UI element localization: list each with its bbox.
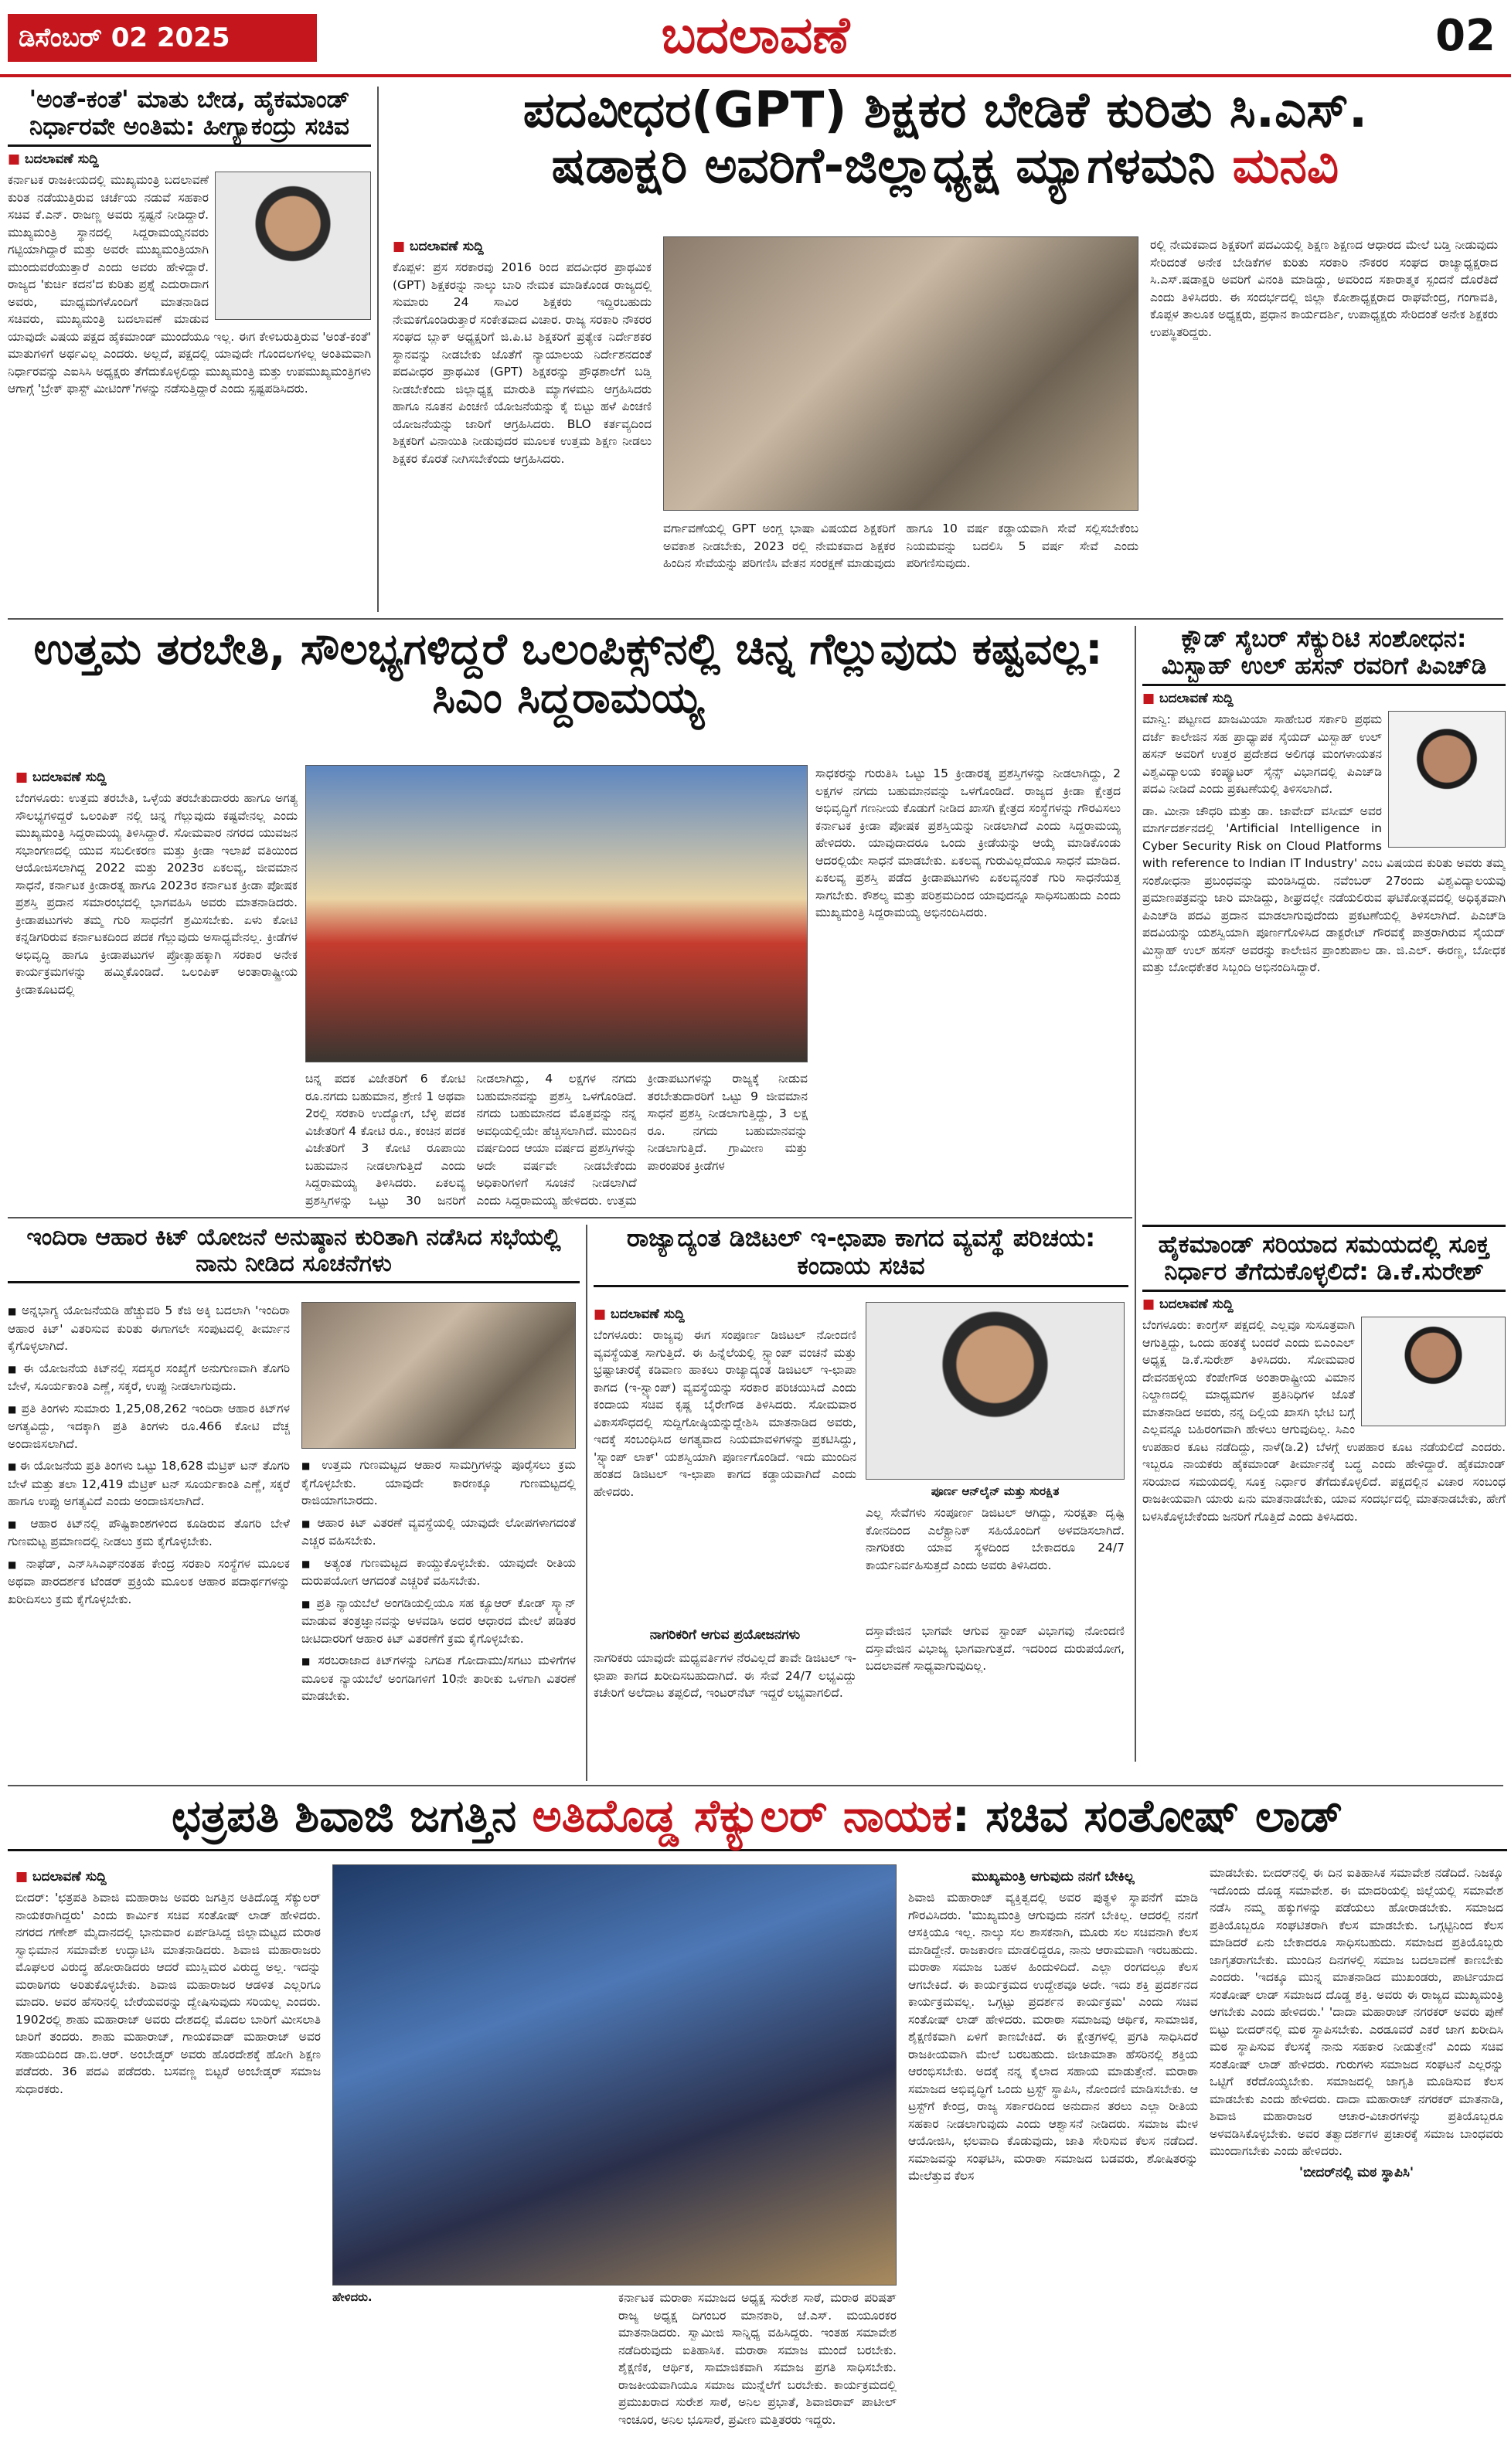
instruction-item: ■ ಈ ಯೋಜನೆಯ ಪ್ರತಿ ತಿಂಗಳು ಒಟ್ಟು 18,628 ಮೆಟ್ರಿಕ್ ಟನ್ ತೊಗರಿ ಬೇಳೆ ಮತ್ತು ತಲಾ 12,419 ಮೆಟ್ರಿಕ್ ಟನ್ ಸೂರ್ಯಕಾಂತಿ ಎಣ್ಣೆ, ಸಕ್ಕರೆ ಹಾಗೂ ಉಪ್ಪು ಅಗತ್ಯವಿದೆ ಎಂದು ಅಂದಾಜಿಸಲಾಗಿದೆ. [8, 1457, 290, 1511]
article-headline: ಹೈಕಮಾಂಡ್ ಸರಿಯಾದ ಸಮಯದಲ್ಲಿ ಸೂಕ್ತ ನಿರ್ಧಾರ ತೆಗೆದುಕೊಳ್ಳಲಿದೆ: ಡಿ.ಕೆ.ಸುರೇಶ್ [1142, 1225, 1506, 1292]
minister-photo [215, 172, 371, 320]
article-body-right: ಮಾಡಬೇಕು. ಬೀದರ್‌ನಲ್ಲಿ ಈ ದಿನ ಐತಿಹಾಸಿಕ ಸಮಾವೇಶ ನಡೆದಿದೆ. ನಿಜಕ್ಕೂ ಇದೊಂದು ದೊಡ್ಡ ಸಮಾವೇಶ. ಈ ಮಾದರಿಯಲ್ಲಿ ಜಿಲ್ಲೆಯಲ್ಲಿ ಸಮಾವೇಶ ನಡೆಸಿ ನಮ್ಮ ಹಕ್ಕುಗಳನ್ನು ಪಡೆಯಲು ಹೋರಾಡಬೇಕು. ಸಮಾಜದ ಪ್ರತಿಯೊಬ್ಬರೂ ಸಂಘಟಿತರಾಗಿ ಕೆಲಸ ಮಾಡಬೇಕು. ಒಗ್ಗಟ್ಟಿನಿಂದ ಕೆಲಸ ಮಾಡಿದರೆ ಏನು ಬೇಕಾದರೂ ಸಾಧಿಸಬಹುದು. ಸಮಾಜದ ಪ್ರತಿಯೊಬ್ಬರು ಜಾಗೃತರಾಗಬೇಕು. ಮುಂದಿನ ದಿನಗಳಲ್ಲಿ ಸಮಾಜ ಬದಲಾವಣೆ ಕಾಣಬೇಕು ಎಂದರು. 'ಇದಕ್ಕೂ ಮುನ್ನ ಮಾತನಾಡಿದ ಮುಖಂಡರು, ಪಾರ್ಟಿಯಾದ ಸಂತೋಷ್ ಲಾಡ್ ಸಮಾಜದ ದೊಡ್ಡ ಶಕ್ತಿ. ಅವರು ಈ ರಾಜ್ಯದ ಮುಖ್ಯಮಂತ್ರಿ ಆಗಬೇಕು ಎಂದು ಹೇಳಿದರು.' 'ದಾದಾ ಮಹಾರಾಜ್ ನಗರಕರ್ ಅವರು ಪುಣೆ ಬಿಟ್ಟು ಬೀದರ್‌ನಲ್ಲಿ ಮಠ ಸ್ಥಾಪಿಸಬೇಕು. ಎರಡೂವರೆ ಎಕರೆ ಜಾಗ ಖರೀದಿಸಿ ಮಠ ಸ್ಥಾಪಿಸುವ ಕೆಲಸಕ್ಕೆ ನಾನು ಸಹಕಾರ ನೀಡುತ್ತೇನೆ' ಎಂದು ಸಚಿವ ಸಂತೋಷ್ ಲಾಡ್ ಹೇಳಿದರು. ಗುರುಗಳು ಸಮಾಜದ ಸಂಘಟನೆ ಎಲ್ಲರನ್ನು ಒಟ್ಟಿಗೆ ಕರೆದೊಯ್ಯಬೇಕು. ಸಮಾಜದಲ್ಲಿ ಜಾಗೃತಿ ಮೂಡಿಸುವ ಕೆಲಸ ಮಾಡಬೇಕು ಎಂದು ಹೇಳಿದರು. ದಾದಾ ಮಹಾರಾಜ್ ನಗರಕರ್ ಮಾತನಾಡಿ, ಶಿವಾಜಿ ಮಹಾರಾಜರ ಆಚಾರ-ವಿಚಾರಗಳನ್ನು ಪ್ರತಿಯೊಬ್ಬರೂ ಅಳವಡಿಸಿಕೊಳ್ಳಬೇಕು. ಅವರ ತತ್ವಾದರ್ಶಗಳ ಪ್ರಚಾರಕ್ಕೆ ಸಮಾಜ ಬಾಂಧವರು ಮುಂದಾಗಬೇಕು ಎಂದು ಹೇಳಿದರು. [1210, 1866, 1503, 2158]
section-divider [8, 618, 1503, 620]
article-body: ಬೀದರ್: 'ಛತ್ರಪತಿ ಶಿವಾಜಿ ಮಹಾರಾಜ ಅವರು ಜಗತ್ತಿನ ಅತಿದೊಡ್ಡ ಸೆಕ್ಯುಲರ್ ನಾಯಕರಾಗಿದ್ದರು' ಎಂದು ಕಾರ್ಮಿಕ ಸಚಿವ ಸಂತೋಷ್ ಲಾಡ್ ಹೇಳಿದರು. ನಗರದ ಗಣೇಶ್ ಮೈದಾನದಲ್ಲಿ ಭಾನುವಾರ ಏರ್ಪಡಿಸಿದ್ದ ಜಿಲ್ಲಾಮಟ್ಟದ ಮರಾಠ ಸ್ವಾಭಿಮಾನ ಸಮಾವೇಶ ಉದ್ಘಾಟಿಸಿ ಮಾತನಾಡಿದರು. ಶಿವಾಜಿ ಮಹಾರಾಜರು ಮೊಘಲರ ವಿರುದ್ಧ ಹೋರಾಡಿದರು ಆದರೆ ಮುಸ್ಲಿಮರ ವಿರುದ್ಧ ಅಲ್ಲ. ಇದನ್ನು ಮರಾಠಿಗರು ಅರಿತುಕೊಳ್ಳಬೇಕು. ಶಿವಾಜಿ ಮಹಾರಾಜರ ಆಡಳಿತ ಎಲ್ಲರಿಗೂ ಮಾದರಿ. ಅವರ ಹೆಸರಿನಲ್ಲಿ ಬೇರೆಯವರನ್ನು ದ್ವೇಷಿಸುವುದು ಸರಿಯಲ್ಲ ಎಂದರು. 1902ರಲ್ಲಿ ಶಾಹು ಮಹಾರಾಜ್ ಅವರು ದೇಶದಲ್ಲಿ ಮೊದಲ ಬಾರಿಗೆ ಮೀಸಲಾತಿ ಜಾರಿಗೆ ತಂದರು. ಶಾಹು ಮಹಾರಾಜ್, ಗಾಯಕವಾಡ್ ಮಹಾರಾಜ್ ಅವರ ಸಹಾಯದಿಂದ ಡಾ.ಬಿ.ಆರ್. ಅಂಬೇಡ್ಕರ್ ಅವರು ಹೊರದೇಶಕ್ಕೆ ಹೋಗಿ ಶಿಕ್ಷಣ ಪಡೆದರು. 36 ಪದವಿ ಪಡೆದರು. ಬಸವಣ್ಣ ಬಿಟ್ಟರೆ ಅಂಬೇಡ್ಕರ್ ಸಮಾಜ ಸುಧಾರಕರು. [15, 1891, 321, 2096]
instruction-item: ■ ಪ್ರತಿ ನ್ಯಾಯಬೆಲೆ ಅಂಗಡಿಯಲ್ಲಿಯೂ ಸಹ ಕ್ಯೂಆರ್ ಕೋಡ್ ಸ್ಕ್ಯಾನ್ ಮಾಡುವ ತಂತ್ರಜ್ಞಾನವನ್ನು ಅಳವಡಿಸಿ ಅದರ ಆಧಾರದ ಮೇಲೆ ಪಡಿತರ ಚೀಟಿದಾರರಿಗೆ ಆಹಾರ ಕಿಟ್ ವಿತರಣೆಗೆ ಕ್ರಮ ಕೈಗೊಳ್ಳಬೇಕು. [301, 1595, 576, 1648]
headline-line-1: ಪದವೀಧರ(GPT) ಶಿಕ್ಷಕರ ಬೇಡಿಕೆ ಕುರಿತು ಸಿ.ಎಸ್. [522, 83, 1368, 139]
byline: ■ ಬದಲಾವಣೆ ಸುದ್ದಿ [15, 1869, 321, 1885]
article-body: ಕೊಪ್ಪಳ: ಪ್ರಸ ಸರಕಾರವು 2016 ರಿಂದ ಪದವೀಧರ ಪ್ರಾಥಮಿಕ (GPT) ಶಿಕ್ಷಕರನ್ನು ನಾಲ್ಕು ಬಾರಿ ನೇಮಕ ಮಾಡಿಕೊಂಡ ರಾಜ್ಯದಲ್ಲಿ ಸುಮಾರು 24 ಸಾವಿರ ಶಿಕ್ಷಕರು ಇದ್ದಿರಬಹುದು ನೇಮಕಗೊಂಡಿರುತ್ತಾರೆ ಸಂಕೇತವಾದ ವಿಚಾರ. ರಾಜ್ಯ ಸರಕಾರಿ ನೌಕರರ ಸಂಘದ ಬ್ಲಾಕ್ ಅಧ್ಯಕ್ಷರಿಗೆ ಜಿ.ಪಿ.ಟಿ ಶಿಕ್ಷಕರಿಗೆ ಪ್ರತ್ಯೇಕ ನಿರ್ದೇಶಕರ ಸ್ಥಾನವನ್ನು ನೀಡಬೇಕು ಜೊತೆಗೆ ನ್ಯಾಯಾಲಯ ನಿರ್ದೇಶನದಂತೆ ಪದವೀಧರ ಪ್ರಾಥಮಿಕ (GPT) ಶಿಕ್ಷಕರನ್ನು ಪ್ರೌಢಶಾಲೆಗೆ ಬಡ್ತಿ ನೀಡಬೇಕೆಂದು ಜಿಲ್ಲಾಧ್ಯಕ್ಷ ಮಾರುತಿ ಮ್ಯಾಗಳಮನಿ ಆಗ್ರಹಿಸಿದರು ಹಾಗೂ ನೂತನ ಪಿಂಚಣಿ ಯೋಜನೆಯನ್ನು ಕೈ ಬಿಟ್ಟು ಹಳೆ ಪಿಂಚಣಿ ಯೋಜನೆಯನ್ನು ಜಾರಿಗೆ ಆಗ್ರಹಿಸಿದರು. BLO ಕರ್ತವ್ಯದಿಂದ ಶಿಕ್ಷಕರಿಗೆ ವಿನಾಯಿತಿ ನೀಡುವುದರ ಮೂಲಕ ಉತ್ತಮ ಶಿಕ್ಷಣ ನೀಡಲು ಶಿಕ್ಷಕರ ಕೊರತೆ ನೀಗಿಸಬೇಕೆಂದು ಆಗ್ರಹಿಸಿದರು. [393, 260, 652, 466]
article-body: ಕರ್ನಾಟಕ ರಾಜಕೀಯದಲ್ಲಿ ಮುಖ್ಯಮಂತ್ರಿ ಬದಲಾವಣೆ ಕುರಿತ ನಡೆಯುತ್ತಿರುವ ಚರ್ಚೆಯ ನಡುವೆ ಸಹಕಾರ ಸಚಿವ ಕೆ.ಎನ್. ರಾಜಣ್ಣ ಅವರು ಸ್ಪಷ್ಟನೆ ನೀಡಿದ್ದಾರೆ. ಮುಖ್ಯಮಂತ್ರಿ ಸ್ಥಾನದಲ್ಲಿ ಸಿದ್ದರಾಮಯ್ಯನವರು ಗಟ್ಟಿಯಾಗಿದ್ದಾರೆ ಮತ್ತು ಅವರೇ ಮುಖ್ಯಮಂತ್ರಿಯಾಗಿ ಮುಂದುವರೆಯುತ್ತಾರೆ ಎಂದು ಅವರು ಹೇಳಿದ್ದಾರೆ. ರಾಜ್ಯದ 'ಕುರ್ಚಿ ಕದನ'ದ ಕುರಿತು ಪ್ರಶ್ನೆ ಎದುರಾದಾಗ ಅವರು, ಮಾಧ್ಯಮಗಳೊಂದಿಗೆ ಮಾತನಾಡಿದ ಸಚಿವರು, ಮುಖ್ಯಮಂತ್ರಿ ಬದಲಾವಣೆ ಮಾಡುವ ಯಾವುದೇ ವಿಷಯ ಪಕ್ಷದ ಹೈಕಮಾಂಡ್ ಮುಂದೆಯೂ ಇಲ್ಲ. ಈಗ ಕೇಳಿಬರುತ್ತಿರುವ 'ಅಂತೆ-ಕಂತೆ' ಮಾತುಗಳಿಗೆ ಅರ್ಥವಿಲ್ಲ ಎಂದರು. ಅಲ್ಲದೆ, ಪಕ್ಷದಲ್ಲಿ ಯಾವುದೇ ಗೊಂದಲಗಳಿಲ್ಲ ಅಂತಿಮವಾಗಿ ನಿರ್ಧಾರವನ್ನು ಎಐಸಿಸಿ ಅಧ್ಯಕ್ಷರು ತೆಗೆದುಕೊಳ್ಳಲಿದ್ದು ಮುಖ್ಯಮಂತ್ರಿ ಮತ್ತು ಉಪಮುಖ್ಯಮಂತ್ರಿಗಳು ಆಗಾಗ್ಗೆ 'ಬ್ರೇಕ್ ಫಾಸ್ಟ್ ಮೀಟಿಂಗ್'ಗಳನ್ನು ನಡೆಸುತ್ತಿದ್ದಾರೆ ಎಂದು ಸ್ಪಷ್ಟಪಡಿಸಿದರು. [8, 173, 371, 396]
revenue-minister-photo [866, 1302, 1125, 1480]
masthead [0, 0, 1511, 77]
article-body-right: ಎಲ್ಲ ಸೇವೆಗಳು ಸಂಪೂರ್ಣ ಡಿಜಿಟಲ್ ಆಗಿದ್ದು, ಸುರಕ್ಷತಾ ದೃಷ್ಟಿ ಕೋನದಿಂದ ಎಲೆಕ್ಟ್ರಾನಿಕ್ ಸಹಿಯೊಂದಿಗೆ ಅಳವಡಿಸಲಾಗಿದೆ. ನಾಗರಿಕರು ಯಾವ ಸ್ಥಳದಿಂದ ಬೇಕಾದರೂ 24/7 ಕಾರ್ಯನಿರ್ವಹಿಸುತ್ತದೆ ಎಂದು ಅವರು ತಿಳಿಸಿದರು. [866, 1506, 1125, 1572]
article-indira-food-kit [8, 1225, 580, 1781]
meeting-photo [301, 1302, 576, 1449]
headline-line-2-text: ಷಡಾಕ್ಷರಿ ಅವರಿಗೆ-ಜಿಲ್ಲಾಧ್ಯಕ್ಷ ಮ್ಯಾಗಳಮನಿ [551, 137, 1216, 195]
newspaper-title: ಬದಲಾವಣೆ [661, 5, 850, 65]
instruction-item: ■ ಆಹಾರ ಕಿಟ್ ವಿತರಣೆ ವ್ಯವಸ್ಥೆಯಲ್ಲಿ ಯಾವುದೇ ಲೋಪಗಳಾಗದಂತೆ ಎಚ್ಚರ ವಹಿಸಬೇಕು. [301, 1514, 576, 1550]
olympics-left-column [15, 765, 298, 1209]
byline: ■ ಬದಲಾವಣೆ ಸುದ್ದಿ [8, 151, 371, 167]
article-gpt-teachers [385, 83, 1506, 617]
e-stamp-left-column [594, 1302, 856, 1619]
article-body: ಮಾನ್ವಿ: ಪಟ್ಟಣದ ಖಾಜಮಿಯಾ ಸಾಹೇಬರ ಸರ್ಕಾರಿ ಪ್ರಥಮ ದರ್ಜೆ ಕಾಲೇಜಿನ ಸಹ ಪ್ರಾಧ್ಯಾಪಕ ಸೈಯದ್ ಮಿಸ್ಬಾಹ್ ಉಲ್ ಹಸನ್ ಅವರಿಗೆ ಉತ್ತರ ಪ್ರದೇಶದ ಅಲಿಗಢ ಮಂಗಳಾಯತನ ವಿಶ್ವವಿದ್ಯಾಲಯ ಕಂಪ್ಯೂಟರ್ ಸೈನ್ಸ್ ವಿಭಾಗದಲ್ಲಿ ಪಿಎಚ್‌ಡಿ ಪದವಿ ನೀಡಿದೆ ಎಂದು ಪ್ರಕಟಣೆಯಲ್ಲಿ ತಿಳಿಸಲಾಗಿದೆ. [1142, 712, 1382, 797]
instruction-item: ■ ಅತ್ಯಂತ ಗುಣಮಟ್ಟದ ಕಾಯ್ದುಕೊಳ್ಳಬೇಕು. ಯಾವುದೇ ರೀತಿಯ ದುರುಪಯೋಗ ಆಗದಂತೆ ಎಚ್ಚರಿಕೆ ವಹಿಸಬೇಕು. [301, 1555, 576, 1590]
article-headline: 'ಅಂತೆ-ಕಂತೆ' ಮಾತು ಬೇಡ, ಹೈಕಮಾಂಡ್ ನಿರ್ಧಾರವೇ ಅಂತಿಮ: ಹೀಗ್ಯಾಕಂದ್ರು ಸಚಿವ [8, 87, 371, 147]
article-body-middle: ಶಿವಾಜಿ ಮಹಾರಾಜ್ ವ್ಯಕ್ತಿತ್ವದಲ್ಲಿ ಅವರ ಪುತ್ಥಳಿ ಸ್ಥಾಪನೆಗೆ ಮಾಡಿ ಗೌರವಿಸಿದರು. 'ಮುಖ್ಯಮಂತ್ರಿ ಆಗುವುದು ನನಗೆ ಬೇಕಿಲ್ಲ. ಆದರಲ್ಲಿ ನನಗೆ ಆಸಕ್ತಿಯೂ ಇಲ್ಲ. ನಾಲ್ಕು ಸಲ ಶಾಸಕನಾಗಿ, ಮೂರು ಸಲ ಸಚಿವನಾಗಿ ಕೆಲಸ ಮಾಡಿದ್ದೇನೆ. ರಾಜಕಾರಣ ಮಾಡಲಿದ್ದರೂ, ನಾನು ಆರಾಮವಾಗಿ ಇರಬಹುದು. ಮರಾಠಾ ಸಮಾಜ ಬಹಳ ಹಿಂದುಳಿದಿದೆ. ಎಲ್ಲಾ ರಂಗದಲ್ಲೂ ಕೆಲಸ ಆಗಬೇಕಿದೆ. ಈ ಕಾರ್ಯಕ್ರಮದ ಉದ್ದೇಶವೂ ಅದೇ. ಇದು ಶಕ್ತಿ ಪ್ರದರ್ಶನದ ಕಾರ್ಯಕ್ರಮವಲ್ಲ. ಒಗ್ಗಟ್ಟು ಪ್ರದರ್ಶನ ಕಾರ್ಯಕ್ರಮ' ಎಂದು ಸಚಿವ ಸಂತೋಷ್ ಲಾಡ್ ಹೇಳಿದರು. ಮರಾಠಾ ಸಮಾಜವು ಆರ್ಥಿಕ, ಸಾಮಾಜಿಕ, ಶೈಕ್ಷಣಿಕವಾಗಿ ಏಳಿಗೆ ಕಾಣಬೇಕಿದೆ. ಈ ಕ್ಷೇತ್ರಗಳಲ್ಲಿ ಪ್ರಗತಿ ಸಾಧಿಸಿದರೆ ರಾಜಕೀಯವಾಗಿ ಮೇಲೆ ಬರಬಹುದು. ಜೀಜಾಮಾತಾ ಹೆಸರಿನಲ್ಲಿ ಶಕ್ತಿಯ ಆರಂಭಿಸಬೇಕು. ಅದಕ್ಕೆ ನನ್ನ ಕೈಲಾದ ಸಹಾಯ ಮಾಡುತ್ತೇನೆ. ಮರಾಠಾ ಸಮಾಜದ ಅಭಿವೃದ್ಧಿಗೆ ಒಂದು ಟ್ರಸ್ಟ್ ಸ್ಥಾಪಿಸಿ, ನೋಂದಣಿ ಮಾಡಿಸಬೇಕು. ಆ ಟ್ರಸ್ಟ್‌ಗೆ ಕೇಂದ್ರ, ರಾಜ್ಯ ಸರ್ಕಾರದಿಂದ ಅನುದಾನ ತರಲು ಎಲ್ಲಾ ರೀತಿಯ ಸಹಕಾರ ನೀಡಲಾಗುವುದು ಎಂದು ಆಶ್ವಾಸನೆ ನೀಡಿದರು. ಸಮಾಜ ಮೇಳ ಆಯೋಜಿಸಿ, ಛಲವಾದಿ ಕೊಡುವುದು, ಜಾತಿ ಸೇರಿಸುವ ಕೆಲಸ ನಡೆದಿದೆ. ಸಮಾಜವನ್ನು ಸಂಘಟಿಸಿ, ಮರಾಠಾ ಸಮಾಜದ ಬಡವರು, ಶೋಷಿತರನ್ನು ಮೇಲೆತ್ತುವ ಕೆಲಸ [908, 1891, 1198, 2183]
article-olympics-cm [8, 626, 1128, 1213]
byline: ■ ಬದಲಾವಣೆ ಸುದ್ದಿ [594, 1307, 856, 1322]
article-body-continued-right: ದಸ್ತಾವೇಜಿನ ಭಾಗವೇ ಆಗುವ ಸ್ಟಾಂಪ್ ವಿಭಾಗವು ನೋಂದಣಿ ದಸ್ತಾವೇಜಿನ ವಿಭಾಜ್ಯ ಭಾಗವಾಗುತ್ತದೆ. ಇದರಿಂದ ದುರುಪಯೋಗ, ಬದಲಾವಣೆ ಸಾಧ್ಯವಾಗುವುದಿಲ್ಲ. [866, 1624, 1125, 1673]
instruction-item: ■ ನಾಫೆಡ್, ಎನ್‌ಸಿಸಿಎಫ್‌ನಂತಹ ಕೇಂದ್ರ ಸರಕಾರಿ ಸಂಸ್ಥೆಗಳ ಮೂಲಕ ಅಥವಾ ಪಾರದರ್ಶಕ ಟೆಂಡರ್ ಪ್ರಕ್ರಿಯೆ ಮೂಲಕ ಆಹಾರ ಪದಾರ್ಥಗಳನ್ನು ಖರೀದಿಸಲು ಕ್ರಮ ಕೈಗೊಳ್ಳಬೇಕು. [8, 1555, 290, 1609]
headline-highlight: ಮನವಿ [1232, 137, 1339, 195]
article-body-continued: ವರ್ಗಾವಣೆಯಲ್ಲಿ GPT ಅಂಗ್ಲ ಭಾಷಾ ವಿಷಯದ ಶಿಕ್ಷಕರಿಗೆ ಅವಕಾಶ ನೀಡಬೇಕು, 2023 ರಲ್ಲಿ ನೇಮಕವಾದ ಶಿಕ್ಷಕರ ಹಿಂದಿನ ಸೇವೆಯನ್ನು ಪರಿಗಣಿಸಿ ವೇತನ ಸಂರಕ್ಷಣೆ ಮಾಡುವುದು ಹಾಗೂ 10 ವರ್ಷ ಕಡ್ಡಾಯವಾಗಿ ಸೇವೆ ಸಲ್ಲಿಸಬೇಕೆಂಬ ನಿಯಮವನ್ನು ಬದಲಿಸಿ 5 ವರ್ಷ ಸೇವೆ ಎಂದು ಪರಿಗಣಿಸುವುದು. [663, 522, 1138, 570]
instruction-item: ■ ಸರಬರಾಜಾದ ಕಿಟ್‌ಗಳನ್ನು ನಿಗದಿತ ಗೋದಾಮು/ಸಗಟು ಮಳಿಗೆಗಳ ಮೂಲಕ ನ್ಯಾಯಬೆಲೆ ಅಂಗಡಿಗಳಿಗೆ 10ನೇ ತಾರೀಕು ಒಳಗಾಗಿ ವಿತರಣೆ ಮಾಡಬೇಕು. [301, 1652, 576, 1705]
gpt-left-column [393, 234, 652, 613]
section-subhead: ನಾಗರಿಕರಿಗೆ ಆಗುವ ಪ್ರಯೋಜನಗಳು [649, 1627, 801, 1643]
article-highcommand-minister [8, 87, 371, 612]
instruction-item: ■ ಪ್ರತಿ ತಿಂಗಳು ಸುಮಾರು 1,25,08,262 ಇಂದಿರಾ ಆಹಾರ ಕಿಟ್‌ಗಳ ಅಗತ್ಯವಿದ್ದು, ಇದಕ್ಕಾಗಿ ಪ್ರತಿ ತಿಂಗಳು ರೂ.466 ಕೋಟಿ ವೆಚ್ಚ ಅಂದಾಜಿಸಲಾಗಿದೆ. [8, 1400, 290, 1453]
scholar-photo [1388, 711, 1506, 848]
article-headline: ರಾಜ್ಯಾದ್ಯಂತ ಡಿಜಿಟಲ್ ಇ-ಛಾಪಾ ಕಾಗದ ವ್ಯವಸ್ಥೆ ಪರಿಚಯ: ಕಂದಾಯ ಸಚಿವ [594, 1225, 1128, 1287]
instruction-item: ■ ಅನ್ನಭಾಗ್ಯ ಯೋಜನೆಯಡಿ ಹೆಚ್ಚುವರಿ 5 ಕೆಜಿ ಅಕ್ಕಿ ಬದಲಾಗಿ 'ಇಂದಿರಾ ಆಹಾರ ಕಿಟ್' ವಿತರಿಸುವ ಕುರಿತು ಈಗಾಗಲೇ ಸಂಪುಟದಲ್ಲಿ ತೀರ್ಮಾನ ಕೈಗೊಳ್ಳಲಾಗಿದೆ. [8, 1302, 290, 1355]
article-headline: ಇಂದಿರಾ ಆಹಾರ ಕಿಟ್ ಯೋಜನೆ ಅನುಷ್ಠಾನ ಕುರಿತಾಗಿ ನಡೆಸಿದ ಸಭೆಯಲ್ಲಿ ನಾನು ನೀಡಿದ ಸೂಚನೆಗಳು [8, 1225, 580, 1283]
gpt-group-photo [663, 236, 1138, 511]
headline-part-2: : ಸಚಿವ ಸಂತೋಷ್ ಲಾಡ್ [951, 1791, 1343, 1842]
article-body-continued: ಚಿನ್ನ ಪದಕ ವಿಜೇತರಿಗೆ 6 ಕೋಟಿ ರೂ.ನಗದು ಬಹುಮಾನ, ಶ್ರೇಣಿ 1 ಅಥವಾ 2ರಲ್ಲಿ ಸರಕಾರಿ ಉದ್ಯೋಗ, ಬೆಳ್ಳಿ ಪದಕ ವಿಜೇತರಿಗೆ 4 ಕೋಟಿ ರೂ., ಕಂಚಿನ ಪದಕ ವಿಜೇತರಿಗೆ 3 ಕೋಟಿ ರೂಪಾಯಿ ಬಹುಮಾನ ನೀಡಲಾಗುತ್ತಿದೆ ಎಂದು ಸಿದ್ದರಾಮಯ್ಯ ತಿಳಿಸಿದರು. ಏಕಲವ್ಯ ಪ್ರಶಸ್ತಿಗಳನ್ನು ಒಟ್ಟು 30 ಜನರಿಗೆ ನೀಡಲಾಗಿದ್ದು, 4 ಲಕ್ಷಗಳ ನಗದು ಬಹುಮಾನವನ್ನು ಪ್ರಶಸ್ತಿ ಒಳಗೊಂಡಿದೆ. ನಗದು ಬಹುಮಾನದ ಮೊತ್ತವನ್ನು ನನ್ನ ಅವಧಿಯಲ್ಲಿಯೇ ಹೆಚ್ಚಿಸಲಾಗಿದೆ. ಮುಂದಿನ ವರ್ಷದಿಂದ ಆಯಾ ವರ್ಷದ ಪ್ರಶಸ್ತಿಗಳನ್ನು ಅದೇ ವರ್ಷವೇ ನೀಡಬೇಕೆಂದು ಅಧಿಕಾರಿಗಳಿಗೆ ಸೂಚನೆ ನೀಡಲಾಗಿದೆ ಎಂದು ಸಿದ್ದರಾಮಯ್ಯ ಹೇಳಿದರು. ಉತ್ತಮ ಕ್ರೀಡಾಪಟುಗಳನ್ನು ರಾಜ್ಯಕ್ಕೆ ನೀಡುವ ತರಬೇತುದಾರರಿಗೆ ಒಟ್ಟು 9 ಜೀವಮಾನ ಸಾಧನೆ ಪ್ರಶಸ್ತಿ ನೀಡಲಾಗುತ್ತಿದ್ದು, 3 ಲಕ್ಷ ರೂ. ನಗದು ಬಹುಮಾನವನ್ನು ನೀಡಲಾಗುತ್ತಿದೆ. ಗ್ರಾಮೀಣ ಮತ್ತು ಪಾರಂಪರಿಕ ಕ್ರೀಡೆಗಳ [305, 1072, 808, 1208]
byline: ■ ಬದಲಾವಣೆ ಸುದ್ದಿ [15, 770, 298, 785]
article-e-stamp-paper [594, 1225, 1128, 1781]
article-body: ಬೆಂಗಳೂರು: ರಾಜ್ಯವು ಈಗ ಸಂಪೂರ್ಣ ಡಿಜಿಟಲ್ ನೋಂದಣಿ ವ್ಯವಸ್ಥೆಯತ್ತ ಸಾಗುತ್ತಿದೆ. ಈ ಹಿನ್ನೆಲೆಯಲ್ಲಿ ಸ್ಟ್ಯಾಂಪ್ ವಂಚನೆ ಮತ್ತು ಭ್ರಷ್ಟಾಚಾರಕ್ಕೆ ಕಡಿವಾಣ ಹಾಕಲು ರಾಜ್ಯಾದ್ಯಂತ ಡಿಜಿಟಲ್ ಇ-ಛಾಪಾ ಕಾಗದ (ಇ-ಸ್ಟ್ಯಾಂಪ್) ವ್ಯವಸ್ಥೆಯನ್ನು ಸರಕಾರ ಪರಿಚಯಿಸಿದೆ ಎಂದು ಕಂದಾಯ ಸಚಿವ ಕೃಷ್ಣ ಬೈರೇಗೌಡ ತಿಳಿಸಿದರು. ಸೋಮವಾರ ವಿಕಾಸಸೌಧದಲ್ಲಿ ಸುದ್ದಿಗೋಷ್ಠಿಯನ್ನುದ್ದೇಶಿಸಿ ಮಾತನಾಡಿದ ಅವರು, ಇದಕ್ಕೆ ಸಂಬಂಧಿಸಿದ ಅಗತ್ಯವಾದ ನಿಯಮಾವಳಿಗಳನ್ನು ಪ್ರಕಟಿಸಿದ್ದು, 'ಸ್ಟ್ಯಾಂಪ್ ಲಾಕ್' ಯಶಸ್ವಿಯಾಗಿ ಪೂರ್ಣಗೊಂಡಿದೆ. ಇದು ಮುಂದಿನ ಹಂತದ ಡಿಜಿಟಲ್ ಇ-ಛಾಪಾ ಕಾಗದ ಕಡ್ಡಾಯವಾಗಿದೆ ಎಂದು ಹೇಳಿದರು. [594, 1328, 856, 1499]
article-headline [385, 83, 1506, 194]
section-divider [8, 1785, 1503, 1786]
article-headline: ಉತ್ತಮ ತರಬೇತಿ, ಸೌಲಭ್ಯಗಳಿದ್ದರೆ ಒಲಂಪಿಕ್ಸ್‌ನಲ್ಲಿ ಚಿನ್ನ ಗೆಲ್ಲುವುದು ಕಷ್ಟವಲ್ಲ: ಸಿಎಂ ಸಿದ್ದರಾಮಯ್ಯ [33, 626, 1103, 723]
column-divider [586, 1225, 587, 1781]
section-subhead: ಮುಖ್ಯಮಂತ್ರಿ ಆಗುವುದು ನನಗೆ ಬೇಕಿಲ್ಲ [972, 1869, 1135, 1885]
article-body-right: ಸಾಧಕರನ್ನು ಗುರುತಿಸಿ ಒಟ್ಟು 15 ಕ್ರೀಡಾರತ್ನ ಪ್ರಶಸ್ತಿಗಳನ್ನು ನೀಡಲಾಗಿದ್ದು, 2 ಲಕ್ಷಗಳ ನಗದು ಬಹುಮಾನವನ್ನು ಒಳಗೊಂಡಿದೆ. ರಾಜ್ಯದ ಕ್ರೀಡಾ ಕ್ಷೇತ್ರದ ಅಭಿವೃದ್ಧಿಗೆ ಗಣನೀಯ ಕೊಡುಗೆ ನೀಡಿದ ಖಾಸಗಿ ಕ್ಷೇತ್ರದ ಸಂಸ್ಥೆಗಳನ್ನು ಗೌರವಿಸಲು ಕರ್ನಾಟಕ ಕ್ರೀಡಾ ಪೋಷಕ ಪ್ರಶಸ್ತಿಯನ್ನು ನೀಡಲಾಗಿದೆ ಎಂದು ಸಿದ್ದರಾಮಯ್ಯ ಹೇಳಿದರು. ಯಾವುದಾದರೂ ಒಂದು ಕ್ರೀಡೆಯನ್ನು ಆಯ್ಕೆ ಮಾಡಿಕೊಂಡು ಆದರಲ್ಲಿಯೇ ಸಾಧನೆ ಮಾಡಬೇಕು. ಏಕಲವ್ಯ ಗುರುವಿಲ್ಲದೆಯೂ ಸಾಧನೆ ಮಾಡಿದ. ಏಕಲವ್ಯ ಪ್ರಶಸ್ತಿ ಪಡೆದ ಕ್ರೀಡಾಪಟುಗಳು ಏಕಲವ್ಯನಂತೆ ಗುರಿ ಸಾಧನೆಯತ್ತ ಸಾಗಬೇಕು. ಕೌಶಲ್ಯ ಮತ್ತು ಪರಿಶ್ರಮದಿಂದ ಯಾವುದನ್ನೂ ಸಾಧಿಸಬಹುದು ಎಂದು ಮುಖ್ಯಮಂತ್ರಿ ಸಿದ್ದರಾಮಯ್ಯ ಅಭಿನಂದಿಸಿದರು. [815, 766, 1121, 919]
dk-suresh-photo [1361, 1317, 1506, 1426]
headline-highlight: ಅತಿದೊಡ್ಡ ಸೆಕ್ಯುಲರ್ ನಾಯಕ [532, 1791, 952, 1842]
headline-part-1: ಛತ್ರಪತಿ ಶಿವಾಜಿ ಜಗತ್ತಿನ [172, 1791, 533, 1842]
headline-line-2 [385, 139, 1506, 195]
article-dk-suresh [1142, 1225, 1506, 1781]
column-divider [377, 87, 379, 612]
section-subhead: 'ಬೀದರ್‌ನಲ್ಲಿ ಮಠ ಸ್ಥಾಪಿಸಿ' [1298, 2164, 1414, 2180]
shivaji-left-column [15, 1864, 321, 2456]
instruction-item: ■ ಉತ್ತಮ ಗುಣಮಟ್ಟದ ಆಹಾರ ಸಾಮಗ್ರಿಗಳನ್ನು ಪೂರೈಸಲು ಕ್ರಮ ಕೈಗೊಳ್ಳಬೇಕು. ಯಾವುದೇ ಕಾರಣಕ್ಕೂ ಗುಣಮಟ್ಟದಲ್ಲಿ ರಾಜಿಯಾಗಬಾರದು. [301, 1456, 576, 1510]
instruction-item: ■ ಈ ಯೋಜನೆಯ ಕಿಟ್‌ನಲ್ಲಿ ಸದಸ್ಯರ ಸಂಖ್ಯೆಗೆ ಅನುಗುಣವಾಗಿ ತೊಗರಿ ಬೇಳೆ, ಸೂರ್ಯಕಾಂತಿ ಎಣ್ಣೆ, ಸಕ್ಕರೆ, ಉಪ್ಪು ನೀಡಲಾಗುವುದು. [8, 1360, 290, 1395]
article-body-continued: ಕರ್ನಾಟಕ ಮರಾಠಾ ಸಮಾಜದ ಅಧ್ಯಕ್ಷ ಸುರೇಶ ಸಾಠೆ, ಮರಾಠ ಪರಿಷತ್ ರಾಜ್ಯ ಅಧ್ಯಕ್ಷ ದಿಗಂಬರ ಮಾನಕಾರಿ, ಜೆ.ಎಸ್. ಮಯೂರಕರ ಮಾತನಾಡಿದರು. ಸ್ವಾಮೀಜಿ ಸಾನ್ನಿಧ್ಯ ವಹಿಸಿದ್ದರು. ಇಂತಹ ಸಮಾವೇಶ ನಡೆದಿರುವುದು ಐತಿಹಾಸಿಕ. ಮರಾಠಾ ಸಮಾಜ ಮುಂದೆ ಬರಬೇಕು. ಶೈಕ್ಷಣಿಕ, ಆರ್ಥಿಕ, ಸಾಮಾಜಿಕವಾಗಿ ಸಮಾಜ ಪ್ರಗತಿ ಸಾಧಿಸಬೇಕು. ರಾಜಕೀಯವಾಗಿಯೂ ಸಮಾಜ ಮುನ್ನೆಲೆಗೆ ಬರಬೇಕು. ಕಾರ್ಯಕ್ರಮದಲ್ಲಿ ಪ್ರಮುಖರಾದ ಸುರೇಶ ಸಾಠೆ, ಅನಿಲ ಪ್ರಭಾತೆ, ಶಿವಾಜಿರಾವ್ ಪಾಟೀಲ್ ಇಂಚೂರ, ಅನಿಲ ಭೂಸಾರೆ, ಪ್ರವೀಣ ಮತ್ತಿತರರು ಇದ್ದರು. [618, 2291, 897, 2427]
page-number: 02 [1435, 11, 1496, 61]
issue-date: ಡಿಸೆಂಬರ್ 02 2025 [8, 14, 317, 62]
awards-stage-photo [305, 765, 808, 1062]
column-divider [1135, 626, 1136, 1762]
article-shivaji-secular-leader [8, 1791, 1507, 2459]
photo-caption: ಹೇಳಿದರು. [332, 2290, 373, 2304]
photo-caption: ಪೂರ್ಣ ಆನ್‌ಲೈನ್ ಮತ್ತು ಸುರಕ್ಷಿತ [931, 1484, 1060, 1498]
byline: ■ ಬದಲಾವಣೆ ಸುದ್ದಿ [1142, 691, 1506, 706]
shivaji-middle-column [908, 1864, 1198, 2456]
section-divider [8, 1217, 1132, 1218]
article-body: ಬೆಂಗಳೂರು: ಉತ್ತಮ ತರಬೇತಿ, ಒಳ್ಳೆಯ ತರಬೇತುದಾರರು ಹಾಗೂ ಅಗತ್ಯ ಸೌಲಭ್ಯಗಳಿದ್ದರೆ ಒಲಂಪಿಕ್ ನಲ್ಲಿ ಚಿನ್ನ ಗೆಲ್ಲುವುದು ಕಷ್ಟವೇನಲ್ಲ ಎಂದು ಮುಖ್ಯಮಂತ್ರಿ ಸಿದ್ದರಾಮಯ್ಯ ತಿಳಿಸಿದ್ದಾರೆ. ಸೋಮವಾರ ನಗರದ ಯುವಜನ ಸಭಾಂಗಣದಲ್ಲಿ ಯುವ ಸಬಲೀಕರಣ ಮತ್ತು ಕ್ರೀಡಾ ಇಲಾಖೆ ವತಿಯಿಂದ ಆಯೋಜಿಸಲಾಗಿದ್ದ 2022 ಮತ್ತು 2023ರ ಏಕಲವ್ಯ, ಜೀವಮಾನ ಸಾಧನೆ, ಕರ್ನಾಟಕ ಕ್ರೀಡಾರತ್ನ ಹಾಗೂ 2023ರ ಕರ್ನಾಟಕ ಕ್ರೀಡಾ ಪೋಷಕ ಪ್ರಶಸ್ತಿ ಪ್ರದಾನ ಸಮಾರಂಭದಲ್ಲಿ ಭಾಗವಹಿಸಿ ಅವರು ಮಾತನಾಡಿದರು. ಕ್ರೀಡಾಪಟುಗಳು ತಮ್ಮ ಗುರಿ ಸಾಧನೆಗೆ ಶ್ರಮಿಸಬೇಕು. ಏಳು ಕೋಟಿ ಕನ್ನಡಿಗರಿರುವ ಕರ್ನಾಟಕದಿಂದ ಪದಕ ಗೆಲ್ಲುವುದು ಅಸಾಧ್ಯವೇನಲ್ಲ. ಕ್ರೀಡೆಗಳ ಅಭಿವೃದ್ಧಿ ಹಾಗೂ ಕ್ರೀಡಾಪಟುಗಳ ಪ್ರೋತ್ಸಾಹಕ್ಕಾಗಿ ಸರಕಾರ ಅನೇಕ ಕಾರ್ಯಕ್ರಮಗಳನ್ನು ಹಮ್ಮಿಕೊಂಡಿದೆ. ಒಲಂಪಿಕ್ ಅಂತಾರಾಷ್ಟ್ರೀಯ ಕ್ರೀಡಾಕೂಟದಲ್ಲಿ [15, 791, 298, 997]
article-headline: ಕ್ಲೌಡ್ ಸೈಬರ್ ಸೆಕ್ಯುರಿಟಿ ಸಂಶೋಧನ: ಮಿಸ್ಬಾಹ್ ಉಲ್ ಹಸನ್ ರವರಿಗೆ ಪಿಎಚ್‌ಡಿ [1142, 626, 1506, 686]
article-body-continued: ಡಾ. ಮೀನಾ ಚೌಧರಿ ಮತ್ತು ಡಾ. ಜಾವೇದ್ ವಸೀಮ್ ಅವರ ಮಾರ್ಗದರ್ಶನದಲ್ಲಿ 'Artificial Intelligence in Cyber Security Risk on Cloud Platforms with reference to Indian IT Industry' ಎಂಬ ವಿಷಯದ ಕುರಿತು ಅವರು ತಮ್ಮ ಸಂಶೋಧನಾ ಪ್ರಬಂಧವನ್ನು ಮಂಡಿಸಿದ್ದರು. ನವೆಂಬರ್ 27ರಂದು ವಿಶ್ವವಿದ್ಯಾಲಯವು ಪ್ರಮಾಣಪತ್ರವನ್ನು ಜಾರಿ ಮಾಡಿದ್ದು, ಶೀಘ್ರದಲ್ಲೇ ನಡೆಯಲಿರುವ ಘಟಿಕೋತ್ಸವದಲ್ಲಿ ಅಧಿಕೃತವಾಗಿ ಪಿಎಚ್‌ಡಿ ಪದವಿ ಪ್ರದಾನ ಮಾಡಲಾಗುವುದೆಂದು ಪ್ರಕಟಣೆಯಲ್ಲಿ ತಿಳಿಸಲಾಗಿದೆ. ಪಿಎಚ್‌ಡಿ ಪದವಿಯನ್ನು ಯಶಸ್ವಿಯಾಗಿ ಪೂರ್ಣಗೊಳಿಸಿದ ಡಾಕ್ಟರೇಟ್ ಗೌರವಕ್ಕೆ ಪಾತ್ರರಾಗಿರುವ ಸೈಯದ್ ಮಿಸ್ಬಾಹ್ ಉಲ್ ಹಸನ್ ಅವರನ್ನು ಕಾಲೇಜಿನ ಪ್ರಾಂಶುಪಾಲ ಡಾ. ಜಿ.ಎಲ್. ಈರಣ್ಣ, ಬೋಧಕ ಮತ್ತು ಬೋಧಕೇತರ ಸಿಬ್ಬಂದಿ ಅಭಿನಂದಿಸಿದ್ದಾರೆ. [1142, 804, 1506, 975]
article-body-right: ರಲ್ಲಿ ನೇಮಕವಾದ ಶಿಕ್ಷಕರಿಗೆ ಪದವಿಯಲ್ಲಿ ಶಿಕ್ಷಣ ಶಿಕ್ಷಣದ ಆಧಾರದ ಮೇಲೆ ಬಡ್ತಿ ನೀಡುವುದು ಸೇರಿದಂತೆ ಅನೇಕ ಬೇಡಿಕೆಗಳ ಕುರಿತು ಸರಕಾರಿ ನೌಕರರ ಸಂಘದ ರಾಜ್ಯಾಧ್ಯಕ್ಷರಾದ ಸಿ.ಎಸ್.ಷಡಾಕ್ಷರಿ ಅವರಿಗೆ ವಿನಂತಿ ಮಾಡಿದ್ದು, ಅವರಿಂದ ಸಕಾರಾತ್ಮಕ ಸ್ಪಂದನೆ ದೊರೆತಿದೆ ಎಂದು ತಿಳಿಸಿದರು. ಈ ಸಂದರ್ಭದಲ್ಲಿ ಜಿಲ್ಲಾ ಕೋಶಾಧ್ಯಕ್ಷರಾದ ರಾಘವೇಂದ್ರ, ಗಂಗಾವತಿ, ಕೊಪ್ಪಳ ತಾಲೂಕ ಅಧ್ಯಕ್ಷರು, ಪ್ರಧಾನ ಕಾರ್ಯದರ್ಶಿ, ಉಪಾಧ್ಯಕ್ಷರು ಸೇರಿದಂತೆ ಅನೇಕ ಶಿಕ್ಷಕರು ಉಪಸ್ಥಿತರಿದ್ದರು. [1150, 238, 1498, 339]
food-kit-left-column [8, 1302, 290, 1777]
byline: ■ ಬದಲಾವಣೆ ಸುದ್ದಿ [393, 239, 652, 254]
article-body: ಬೆಂಗಳೂರು: ಕಾಂಗ್ರೆಸ್ ಪಕ್ಷದಲ್ಲಿ ಎಲ್ಲವೂ ಸುಸೂತ್ರವಾಗಿ ಆಗುತ್ತಿದ್ದು, ಒಂದು ಹಂತಕ್ಕೆ ಬಂದರೆ ಎಂದು ಬಿಎಂಎಲ್ ಅಧ್ಯಕ್ಷ ಡಿ.ಕೆ.ಸುರೇಶ್ ತಿಳಿಸಿದರು. ಸೋಮವಾರ ದೇವನಹಳ್ಳಿಯ ಕೆಂಪೇಗೌಡ ಅಂತಾರಾಷ್ಟ್ರೀಯ ವಿಮಾನ ನಿಲ್ದಾಣದಲ್ಲಿ ಮಾಧ್ಯಮಗಳ ಪ್ರತಿನಿಧಿಗಳ ಜೊತೆ ಮಾತನಾಡಿದ ಅವರು, ನನ್ನ ದಿಲ್ಲಿಯ ಖಾಸಗಿ ಭೇಟಿ ಬಗ್ಗೆ ಎಲ್ಲವನ್ನೂ ಬಹಿರಂಗವಾಗಿ ಹೇಳಲು ಆಗುವುದಿಲ್ಲ. ಸಿಎಂ ಉಪಹಾರ ಕೂಟ ನಡೆದಿದ್ದು, ನಾಳೆ(ಡಿ.2) ಬೆಳಗ್ಗೆ ಉಪಹಾರ ಕೂಟ ನಡೆಯಲಿದೆ ಎಂದರು. ಇಬ್ಬರೂ ನಾಯಕರು ಹೈಕಮಾಂಡ್ ತೀರ್ಮಾನಕ್ಕೆ ಬದ್ಧ ಎಂದು ಹೇಳಿದ್ದಾರೆ. ಹೈಕಮಾಂಡ್ ಸರಿಯಾದ ಸಮಯದಲ್ಲಿ ಸೂಕ್ತ ನಿರ್ಧಾರ ತೆಗೆದುಕೊಳ್ಳಲಿದೆ. ಪಕ್ಷದಲ್ಲಿನ ವಿಚಾರ ಸಂಬಂಧ ರಾಜಕೀಯವಾಗಿ ಯಾರು ಏನು ಮಾತನಾಡಬೇಕು, ಯಾವ ಸಂದರ್ಭದಲ್ಲಿ ಮಾತನಾಡಬೇಕು, ಹೇಗೆ ಬಳಸಿಕೊಳ್ಳಬೇಕೆಂದು ಜನರಿಗೆ ಗೊತ್ತಿದೆ ಎಂದು ತಿಳಿಸಿದರು. [1142, 1318, 1506, 1524]
byline: ■ ಬದಲಾವಣೆ ಸುದ್ದಿ [1142, 1297, 1506, 1312]
food-kit-right-column [301, 1456, 576, 1777]
shivaji-right-column [1210, 1864, 1503, 2456]
rally-photo [332, 1864, 897, 2286]
instruction-item: ■ ಆಹಾರ ಕಿಟ್‌ನಲ್ಲಿ ಪೌಷ್ಟಿಕಾಂಶಗಳಿಂದ ಕೂಡಿರುವ ತೊಗರಿ ಬೇಳೆ ಗುಣಮಟ್ಟ ಪ್ರಮಾಣದಲ್ಲಿ ನೀಡಲು ಕ್ರಮ ಕೈಗೊಳ್ಳಬೇಕು. [8, 1515, 290, 1551]
article-headline [8, 1791, 1507, 1851]
article-phd-cyber-security [1142, 626, 1506, 1213]
article-body-continued: ನಾಗರಿಕರು ಯಾವುದೇ ಮಧ್ಯವರ್ತಿಗಳ ನೆರವಿಲ್ಲದೆ ತಾವೇ ಡಿಜಿಟಲ್ ಇ-ಛಾಪಾ ಕಾಗದ ಖರೀದಿಸಬಹುದಾಗಿದೆ. ಈ ಸೇವೆ 24/7 ಲಭ್ಯವಿದ್ದು ಕಚೇರಿಗೆ ಅಲೆದಾಟ ತಪ್ಪಲಿದೆ, ಇಂಟರ್‌ನೆಟ್ ಇದ್ದರೆ ಲಭ್ಯವಾಗಲಿದೆ. [594, 1651, 856, 1700]
